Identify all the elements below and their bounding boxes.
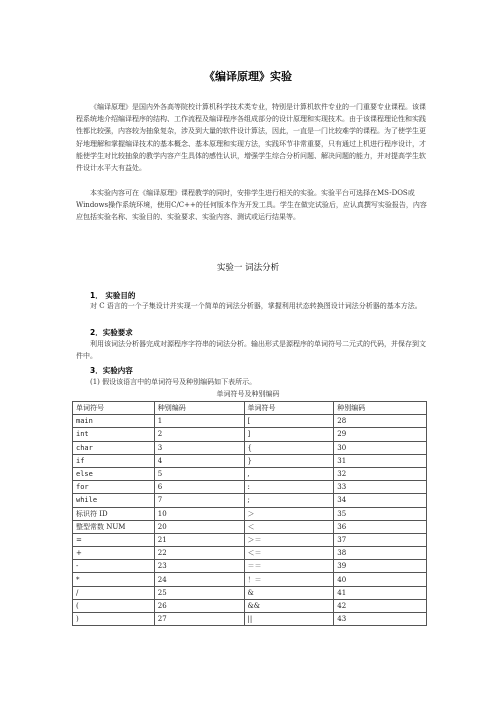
table-cell: ; bbox=[244, 494, 334, 507]
table-cell: ＜＝ bbox=[244, 547, 334, 560]
table-cell: char bbox=[73, 441, 155, 454]
table-cell: 27 bbox=[154, 613, 244, 626]
table-cell: 42 bbox=[334, 599, 427, 612]
table-cell: , bbox=[244, 467, 334, 480]
heading-content: 3．实验内容 bbox=[90, 366, 133, 375]
header-cell: 单词符号 bbox=[244, 402, 334, 415]
table-cell: 36 bbox=[334, 520, 427, 533]
section-title: 实验一 词法分析 bbox=[216, 263, 280, 273]
intro-paragraph-1: 《编译原理》是国内外各高等院校计算机科学技术类专业，特别是计算机软件专业的一门重要专业课程。该课程系统地介绍编译程序的结构、工作流程及编译程序各组成部分的设计原理和实现技术。由于该课程理论性和实践性都比较强，内容较为抽象复杂，涉及到大量的软件设计算法，因此，一直是一门比较难学的课程。为了使学生更好地理解和掌握编译技术的基本概念、基本原理和实现方法，实践环节非常重要，只有通过上机进行程序设计，才能使学生对比较抽象的教学内容产生具体的感性认识，增强学生综合分析问题、解决问题的能力，并对提高学生软件设计水平大有益处。 bbox=[76, 103, 426, 173]
content-text: (1) 假设该语言中的单词符号及种别编码如下表所示。 bbox=[90, 378, 257, 386]
table-cell: 6 bbox=[154, 481, 244, 494]
table-row bbox=[73, 441, 427, 454]
table-cell: || bbox=[244, 613, 334, 626]
table-row bbox=[73, 573, 427, 586]
table-cell: 20 bbox=[154, 520, 244, 533]
table-row bbox=[73, 520, 427, 533]
table-cell: 43 bbox=[334, 613, 427, 626]
table-cell: int bbox=[73, 428, 155, 441]
token-table bbox=[72, 401, 427, 626]
table-row bbox=[73, 481, 427, 494]
table-cell: 25 bbox=[154, 586, 244, 599]
table-row bbox=[73, 586, 427, 599]
table-header-row bbox=[73, 402, 427, 415]
table-cell: ( bbox=[73, 599, 155, 612]
table-cell: main bbox=[73, 415, 155, 428]
table-cell: 34 bbox=[334, 494, 427, 507]
table-cell: 40 bbox=[334, 573, 427, 586]
header-cell: 种别编码 bbox=[154, 402, 244, 415]
table-cell: 33 bbox=[334, 481, 427, 494]
heading-purpose: 1． 实验目的 bbox=[90, 291, 136, 300]
table-cell: 10 bbox=[154, 507, 244, 520]
table-cell: 21 bbox=[154, 533, 244, 546]
table-cell: 32 bbox=[334, 467, 427, 480]
intro-paragraph-2: 本实验内容可在《编译原理》课程教学的同时，安排学生进行相关的实验。实验平台可选择在MS-DOS或Windows操作系统环境，使用C/C++的任何版本作为开发工具。学生在做完试验后，应认真撰写实验报告，内容应包括实验名称、实验目的、实验要求、实验内容、测试或运行结果等。 bbox=[76, 189, 427, 222]
heading-requirements: 2．实验要求 bbox=[90, 328, 133, 337]
table-cell: 39 bbox=[334, 560, 427, 573]
table-cell: 29 bbox=[334, 428, 427, 441]
table-cell: * bbox=[73, 573, 155, 586]
table-row bbox=[73, 454, 427, 467]
table-cell: else bbox=[73, 467, 155, 480]
table-cell: 整型常数 NUM bbox=[73, 520, 155, 533]
table-row bbox=[73, 560, 427, 573]
table-cell: 23 bbox=[154, 560, 244, 573]
table-cell: = bbox=[73, 533, 155, 546]
table-cell: for bbox=[73, 481, 155, 494]
table-row bbox=[73, 428, 427, 441]
table-cell: 30 bbox=[334, 441, 427, 454]
table-cell: { bbox=[244, 441, 334, 454]
table-cell: while bbox=[73, 494, 155, 507]
table-cell: / bbox=[73, 586, 155, 599]
table-row bbox=[73, 599, 427, 612]
table-cell: 5 bbox=[154, 467, 244, 480]
header-cell: 单词符号 bbox=[73, 402, 155, 415]
table-cell: ] bbox=[244, 428, 334, 441]
table-cell: 22 bbox=[154, 547, 244, 560]
document-title: 《编译原理》实验 bbox=[204, 70, 292, 83]
table-cell: + bbox=[73, 547, 155, 560]
table-cell: 26 bbox=[154, 599, 244, 612]
table-cell: & bbox=[244, 586, 334, 599]
table-row bbox=[73, 507, 427, 520]
table-row bbox=[73, 415, 427, 428]
table-cell: if bbox=[73, 454, 155, 467]
table-cell: 38 bbox=[334, 547, 427, 560]
table-row bbox=[73, 494, 427, 507]
table-cell: ＞＝ bbox=[244, 533, 334, 546]
table-cell: 4 bbox=[154, 454, 244, 467]
table-cell: 31 bbox=[334, 454, 427, 467]
table-cell: 24 bbox=[154, 573, 244, 586]
requirements-text: 利用该词法分析器完成对源程序字符串的词法分析。输出形式是源程序的单词符号二元式的代码，并保存到文件中。 bbox=[76, 340, 426, 360]
table-cell: 1 bbox=[154, 415, 244, 428]
table-cell: 41 bbox=[334, 586, 427, 599]
table-cell: 35 bbox=[334, 507, 427, 520]
table-row bbox=[73, 547, 427, 560]
table-cell: 2 bbox=[154, 428, 244, 441]
table-body bbox=[73, 415, 427, 626]
table-caption: 单词符号及种别编码 bbox=[216, 390, 280, 398]
table-cell: ＞ bbox=[244, 507, 334, 520]
table-cell: 标识符 ID bbox=[73, 507, 155, 520]
table-cell: - bbox=[73, 560, 155, 573]
table-cell: ！＝ bbox=[244, 573, 334, 586]
table-cell: && bbox=[244, 599, 334, 612]
table-cell: 7 bbox=[154, 494, 244, 507]
table-cell: 37 bbox=[334, 533, 427, 546]
table-row bbox=[73, 533, 427, 546]
table-cell: ＝＝ bbox=[244, 560, 334, 573]
table-cell: ) bbox=[73, 613, 155, 626]
table-cell: 3 bbox=[154, 441, 244, 454]
table-cell: ＜ bbox=[244, 520, 334, 533]
table-cell: } bbox=[244, 454, 334, 467]
header-cell: 种别编码 bbox=[334, 402, 427, 415]
table-row bbox=[73, 613, 427, 626]
table-cell: [ bbox=[244, 415, 334, 428]
purpose-text: 对 C 语言的一个子集设计并实现一个简单的词法分析器，掌握利用状态转换图设计词法分析器的基本方法。 bbox=[90, 302, 422, 310]
table-cell: 28 bbox=[334, 415, 427, 428]
table-cell: : bbox=[244, 481, 334, 494]
table-row bbox=[73, 467, 427, 480]
